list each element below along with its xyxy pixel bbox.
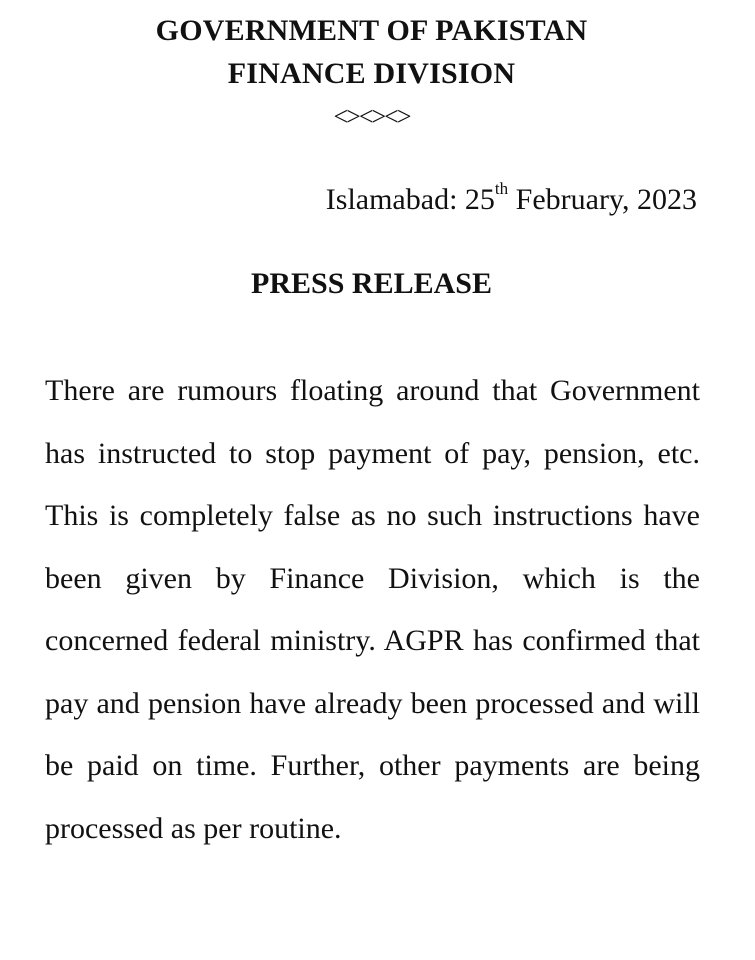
ornament-divider: <><><> <box>333 102 410 131</box>
press-release-body: There are rumours floating around that Government has instructed to stop payment of pay, pension, etc. This is completely false as no such instructions have been given by Finance Division, which is the concerned federal ministry. AGPR has confirmed that pay and pension have already been processed and will be paid on time. Further, other payments are being processed as per routine. <box>45 374 700 845</box>
dateline-day-suffix: th <box>494 179 509 198</box>
dateline-month-year: February, 2023 <box>508 183 697 216</box>
dateline <box>325 179 697 218</box>
letterhead-division: FINANCE DIVISION <box>227 57 516 90</box>
dateline-place-day: Islamabad: 25 <box>325 183 495 216</box>
letterhead-government: GOVERNMENT OF PAKISTAN <box>155 14 588 47</box>
press-release-title: PRESS RELEASE <box>251 267 492 300</box>
